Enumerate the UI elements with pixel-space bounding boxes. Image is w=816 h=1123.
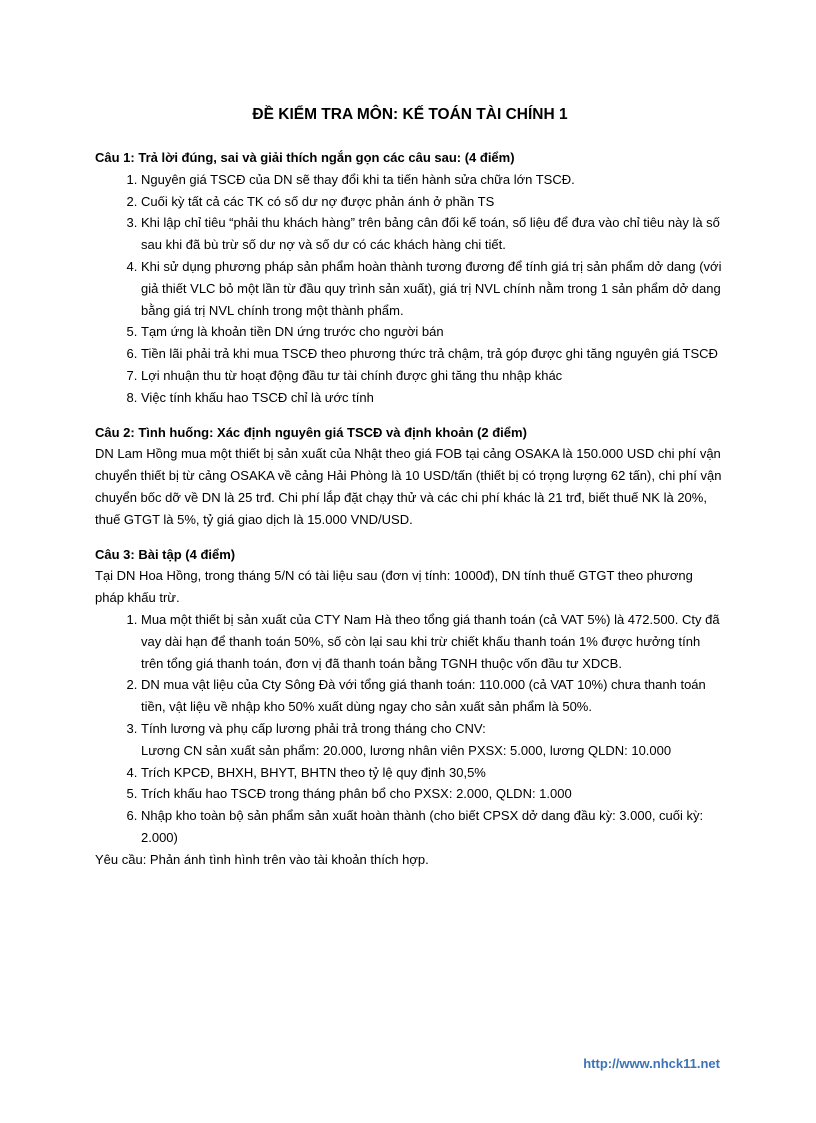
- question-1-heading: Câu 1: Trả lời đúng, sai và giải thích ngắn gọn các câu sau: (4 điểm): [95, 150, 515, 165]
- list-item: 4. Trích KPCĐ, BHXH, BHYT, BHTN theo tỷ lệ quy định 30,5%: [141, 762, 725, 784]
- question-2-text: DN Lam Hồng mua một thiết bị sản xuất của Nhật theo giá FOB tại cảng OSAKA là 150.000 USD chi phí vận chuyển thiết bị từ cảng OSAKA về cảng Hải Phòng là 10 USD/tấn (thiết bị có trọng lượng 62 tấn), chi phí vận chuyển bốc dỡ về DN là 25 trđ. Chi phí lắp đặt chạy thử và các chi phí khác là 21 trđ, biết thuế NK là 20%, thuế GTGT là 5%, tỷ giá giao dịch là 15.000 VND/USD.: [95, 446, 722, 527]
- question-1-list: [95, 169, 725, 409]
- question-1: [95, 147, 725, 409]
- list-item: 7. Lợi nhuận thu từ hoạt động đầu tư tài chính được ghi tăng thu nhập khác: [141, 365, 725, 387]
- list-item: 6. Tiền lãi phải trả khi mua TSCĐ theo phương thức trả chậm, trả góp được ghi tăng nguyên giá TSCĐ: [141, 343, 725, 365]
- list-item: 8. Việc tính khấu hao TSCĐ chỉ là ước tính: [141, 387, 725, 409]
- list-item: 5. Trích khấu hao TSCĐ trong tháng phân bổ cho PXSX: 2.000, QLDN: 1.000: [141, 783, 725, 805]
- question-3-list: [95, 609, 725, 849]
- question-3: [95, 544, 725, 871]
- footer-link[interactable]: http://www.nhck11.net: [583, 1056, 720, 1071]
- list-item-salary: [141, 718, 725, 762]
- list-item: 2. DN mua vật liệu của Cty Sông Đà với tổng giá thanh toán: 110.000 (cả VAT 10%) chưa thanh toán tiền, vật liệu về nhập kho 50% xuất dùng ngay cho sản xuất sản phẩm là 50%.: [141, 674, 725, 718]
- list-item: 6. Nhập kho toàn bộ sản phẩm sản xuất hoàn thành (cho biết CPSX dở dang đầu kỳ: 3.000, cuối kỳ: 2.000): [141, 805, 725, 849]
- list-item: 3. Khi lập chỉ tiêu “phải thu khách hàng” trên bảng cân đối kế toán, số liệu để đưa vào chỉ tiêu này là số sau khi đã bù trừ số dư nợ và số dư có các khách hàng chi tiết.: [141, 212, 725, 256]
- list-item: 1. Mua một thiết bị sản xuất của CTY Nam Hà theo tổng giá thanh toán (cả VAT 5%) là 472.500. Cty đã vay dài hạn để thanh toán 50%, số còn lại sau khi trừ chiết khấu thanh toán 1% được hưởng tính trên tổng giá thanh toán, đơn vị đã thanh toán bằng TGNH thuộc vốn đầu tư XDCB.: [141, 609, 725, 674]
- question-2-heading: Câu 2: Tình huống: Xác định nguyên giá TSCĐ và định khoản (2 điểm): [95, 424, 527, 440]
- question-3-heading: Câu 3: Bài tập (4 điểm): [95, 546, 236, 562]
- list-item: 2. Cuối kỳ tất cả các TK có số dư nợ được phản ánh ở phần TS: [141, 191, 725, 213]
- list-item: 1. Nguyên giá TSCĐ của DN sẽ thay đổi khi ta tiến hành sửa chữa lớn TSCĐ.: [141, 169, 725, 191]
- salary-detail: Lương CN sản xuất sản phẩm: 20.000, lương nhân viên PXSX: 5.000, lương QLDN: 10.000: [141, 742, 672, 758]
- page-title: ĐỀ KIỂM TRA MÔN: KẾ TOÁN TÀI CHÍNH 1: [252, 106, 568, 123]
- question-2: [95, 422, 725, 531]
- question-3-intro: Tại DN Hoa Hồng, trong tháng 5/N có tài liệu sau (đơn vị tính: 1000đ), DN tính thuế GTGT theo phương pháp khấu trừ.: [95, 568, 693, 606]
- document-page: [95, 104, 725, 884]
- list-item-text: Tính lương và phụ cấp lương phải trả trong tháng cho CNV:: [141, 720, 486, 736]
- requirement-text: Yêu cầu: Phản ánh tình hình trên vào tài khoản thích hợp.: [95, 851, 429, 867]
- list-item: 4. Khi sử dụng phương pháp sản phẩm hoàn thành tương đương để tính giá trị sản phẩm dở dang (với giả thiết VLC bỏ một lần từ đầu quy trình sản xuất), giá trị NVL chính nằm trong 1 sản phẩm dở dang bằng giá trị NVL chính trong một thành phẩm.: [141, 256, 725, 321]
- list-item: 5. Tạm ứng là khoản tiền DN ứng trước cho người bán: [141, 321, 725, 343]
